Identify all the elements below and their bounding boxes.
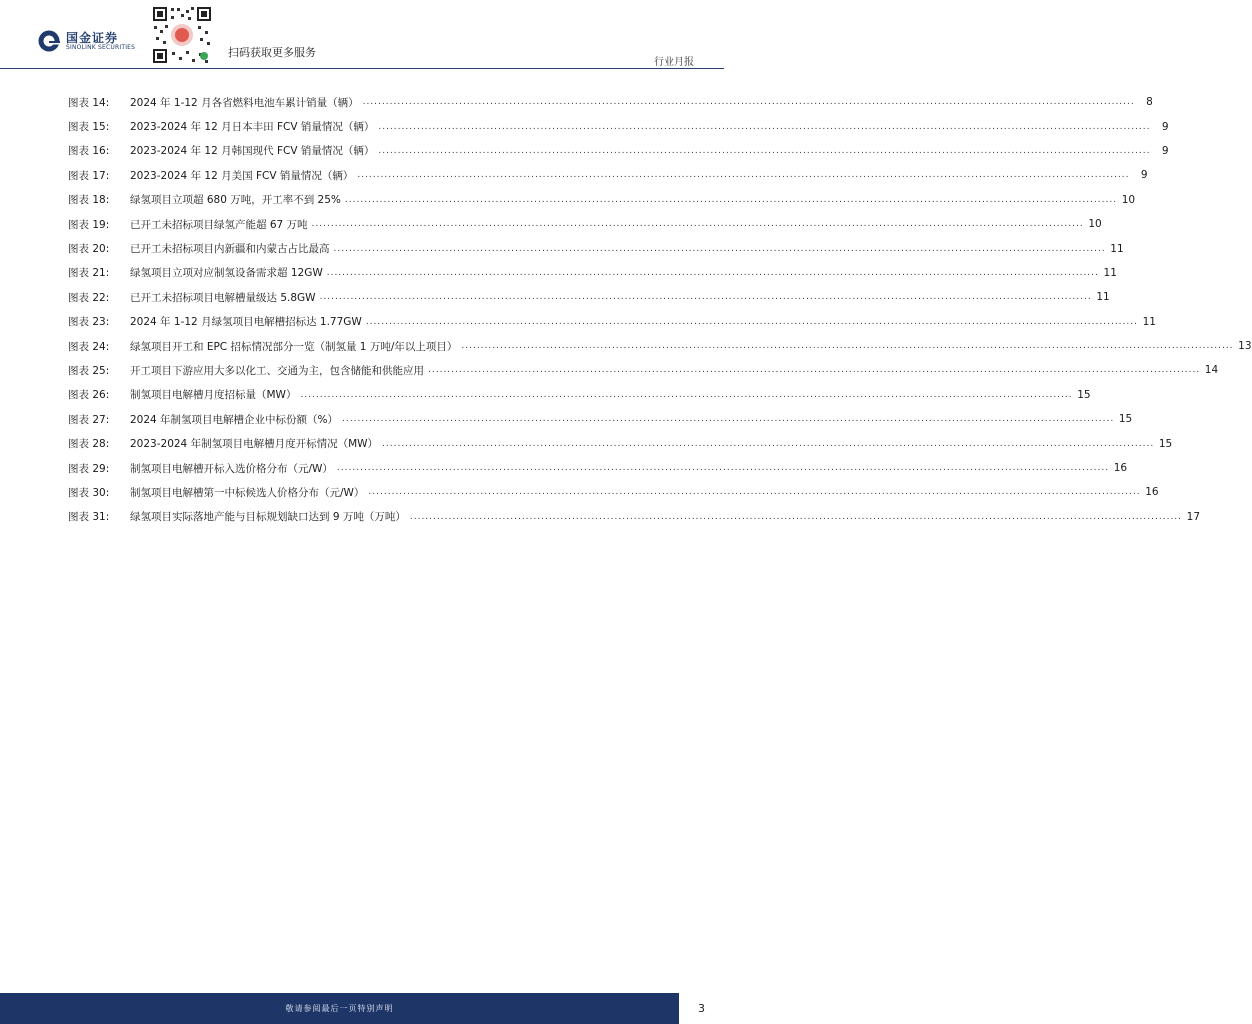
- toc-dot-leader: ........................................................................................................................................................................................................: [368, 487, 1141, 498]
- toc-figure-title[interactable]: 已开工未招标项目内新疆和内蒙古占比最高: [130, 243, 330, 256]
- toc-page-number: 11: [1096, 291, 1110, 304]
- toc-dot-leader: ........................................................................................................................................................................................................: [342, 414, 1115, 425]
- toc-figure-title[interactable]: 2024 年 1-12 月绿氢项目电解槽招标达 1.77GW: [130, 316, 362, 329]
- toc-figure-label: 图表 21:: [68, 267, 110, 280]
- report-type-label: 行业月报: [654, 57, 694, 68]
- qr-code-icon[interactable]: [150, 4, 214, 66]
- toc-page-number: 16: [1145, 486, 1159, 499]
- toc-figure-label: 图表 15:: [68, 121, 110, 134]
- toc-row[interactable]: [68, 505, 1201, 529]
- toc-row[interactable]: [68, 480, 1159, 504]
- toc-row[interactable]: [68, 285, 1110, 309]
- toc-figure-label: 图表 19:: [68, 218, 110, 231]
- toc-figure-title[interactable]: 开工项目下游应用大多以化工、交通为主，包含储能和供能应用: [130, 364, 424, 377]
- toc-figure-label: 图表 22:: [68, 291, 110, 304]
- toc-figure-title[interactable]: 2024 年 1-12 月各省燃料电池车累计销量（辆）: [130, 96, 359, 109]
- toc-page-number: 9: [1161, 120, 1169, 133]
- toc-dot-leader: ........................................................................................................................................................................................................: [428, 365, 1201, 376]
- page-footer: [0, 993, 724, 1024]
- toc-page-number: 9: [1161, 144, 1169, 157]
- toc-figure-label: 图表 20:: [68, 243, 110, 256]
- toc-page-number: 13: [1238, 340, 1252, 353]
- toc-dot-leader: ........................................................................................................................................................................................................: [461, 341, 1234, 352]
- toc-figure-title[interactable]: 绿氢项目立项超 680 万吨，开工率不到 25%: [130, 194, 341, 207]
- toc-row[interactable]: [68, 261, 1117, 285]
- toc-dot-leader: ........................................................................................................................................................................................................: [344, 194, 1118, 205]
- toc-figure-label: 图表 23:: [68, 316, 110, 329]
- toc-figure-label: 图表 14:: [68, 96, 110, 109]
- toc-figure-label: 图表 24:: [68, 340, 110, 353]
- toc-figure-label: 图表 27:: [68, 413, 110, 426]
- logo-chinese-name: 国金证券: [66, 31, 119, 45]
- toc-figure-label: 图表 17:: [68, 169, 110, 182]
- toc-figure-label: 图表 26:: [68, 389, 110, 402]
- footer-disclaimer: 敬请参阅最后一页特别声明: [285, 1004, 394, 1013]
- toc-page-number: 17: [1186, 510, 1201, 523]
- toc-row[interactable]: [68, 310, 1156, 334]
- page-header: [0, 0, 724, 70]
- toc-dot-leader: ........................................................................................................................................................................................................: [357, 170, 1130, 181]
- toc-page-number: 11: [1103, 266, 1117, 279]
- toc-row[interactable]: [68, 358, 1219, 382]
- toc-page-number: 15: [1077, 388, 1091, 401]
- toc-row[interactable]: [68, 212, 1102, 236]
- toc-figure-title[interactable]: 已开工未招标项目电解槽量级达 5.8GW: [130, 291, 316, 304]
- toc-figure-title[interactable]: 已开工未招标项目绿氢产能超 67 万吨: [130, 218, 308, 231]
- toc-row[interactable]: [68, 90, 1153, 114]
- toc-figure-title[interactable]: 制氢项目电解槽开标入选价格分布（元/W）: [130, 462, 333, 475]
- toc-figure-title[interactable]: 绿氢项目实际落地产能与目标规划缺口达到 9 万吨（万吨）: [130, 511, 406, 524]
- toc-dot-leader: ........................................................................................................................................................................................................: [362, 97, 1135, 108]
- toc-row[interactable]: [68, 188, 1136, 212]
- toc-dot-leader: ........................................................................................................................................................................................................: [300, 389, 1073, 400]
- page-number: 3: [698, 1002, 705, 1015]
- toc-figure-title[interactable]: 制氢项目电解槽第一中标候选人价格分布（元/W）: [130, 486, 365, 499]
- toc-dot-leader: ........................................................................................................................................................................................................: [378, 121, 1151, 132]
- toc-row[interactable]: [68, 407, 1133, 431]
- toc-row[interactable]: [68, 236, 1124, 260]
- toc-page-number: 10: [1088, 218, 1102, 231]
- toc-page-number: 15: [1158, 437, 1173, 450]
- toc-figure-title[interactable]: 2023-2024 年 12 月美国 FCV 销量情况（辆）: [130, 169, 354, 182]
- toc-row[interactable]: [68, 431, 1173, 455]
- toc-figure-title[interactable]: 制氢项目电解槽月度招标量（MW）: [130, 389, 297, 402]
- toc-figure-label: 图表 25:: [68, 364, 110, 377]
- toc-page-number: 8: [1146, 96, 1153, 109]
- toc-dot-leader: ........................................................................................................................................................................................................: [365, 316, 1138, 327]
- toc-figure-label: 图表 16:: [68, 145, 110, 158]
- sinolink-logo-icon: [38, 30, 60, 52]
- toc-figure-title[interactable]: 2023-2024 年制氢项目电解槽月度开标情况（MW）: [130, 438, 379, 451]
- toc-dot-leader: ........................................................................................................................................................................................................: [409, 511, 1183, 522]
- toc-page-number: 10: [1121, 193, 1136, 206]
- scan-for-service-text: 扫码获取更多服务: [228, 46, 316, 59]
- toc-dot-leader: ........................................................................................................................................................................................................: [378, 145, 1151, 156]
- toc-dot-leader: ........................................................................................................................................................................................................: [382, 438, 1155, 449]
- toc-figure-title[interactable]: 绿氢项目立项对应制氢设备需求超 12GW: [130, 267, 323, 280]
- toc-figure-label: 图表 28:: [68, 438, 110, 451]
- toc-page-number: 16: [1113, 462, 1128, 475]
- toc-row[interactable]: [68, 163, 1148, 187]
- toc-figure-label: 图表 18:: [68, 194, 110, 207]
- toc-dot-leader: ........................................................................................................................................................................................................: [333, 243, 1106, 254]
- toc-page-number: 15: [1118, 413, 1133, 426]
- toc-page-number: 14: [1204, 364, 1219, 377]
- toc-figure-label: 图表 31:: [68, 511, 110, 524]
- toc-figure-label: 图表 29:: [68, 462, 110, 475]
- toc-page-number: 11: [1110, 242, 1124, 255]
- toc-figure-title[interactable]: 2023-2024 年 12 月韩国现代 FCV 销量情况（辆）: [130, 145, 375, 158]
- table-of-figures: [68, 90, 1252, 529]
- toc-figure-label: 图表 30:: [68, 486, 110, 499]
- toc-row[interactable]: [68, 114, 1169, 138]
- toc-row[interactable]: [68, 334, 1252, 358]
- toc-row[interactable]: [68, 456, 1128, 480]
- toc-figure-title[interactable]: 2024 年制氢项目电解槽企业中标份额（%）: [130, 413, 339, 426]
- toc-figure-title[interactable]: 2023-2024 年 12 月日本丰田 FCV 销量情况（辆）: [130, 121, 375, 134]
- header-divider: [0, 68, 724, 69]
- toc-row[interactable]: [68, 383, 1091, 407]
- toc-row[interactable]: [68, 139, 1169, 163]
- toc-figure-title[interactable]: 绿氢项目开工和 EPC 招标情况部分一览（制氢量 1 万吨/年以上项目）: [130, 340, 458, 353]
- toc-dot-leader: ........................................................................................................................................................................................................: [326, 267, 1099, 278]
- toc-dot-leader: ........................................................................................................................................................................................................: [319, 292, 1092, 303]
- toc-page-number: 9: [1140, 169, 1148, 182]
- logo-english-name: SINOLINK SECURITIES: [66, 44, 136, 51]
- toc-dot-leader: ........................................................................................................................................................................................................: [336, 463, 1110, 474]
- toc-dot-leader: ........................................................................................................................................................................................................: [311, 219, 1084, 230]
- toc-page-number: 11: [1142, 315, 1156, 328]
